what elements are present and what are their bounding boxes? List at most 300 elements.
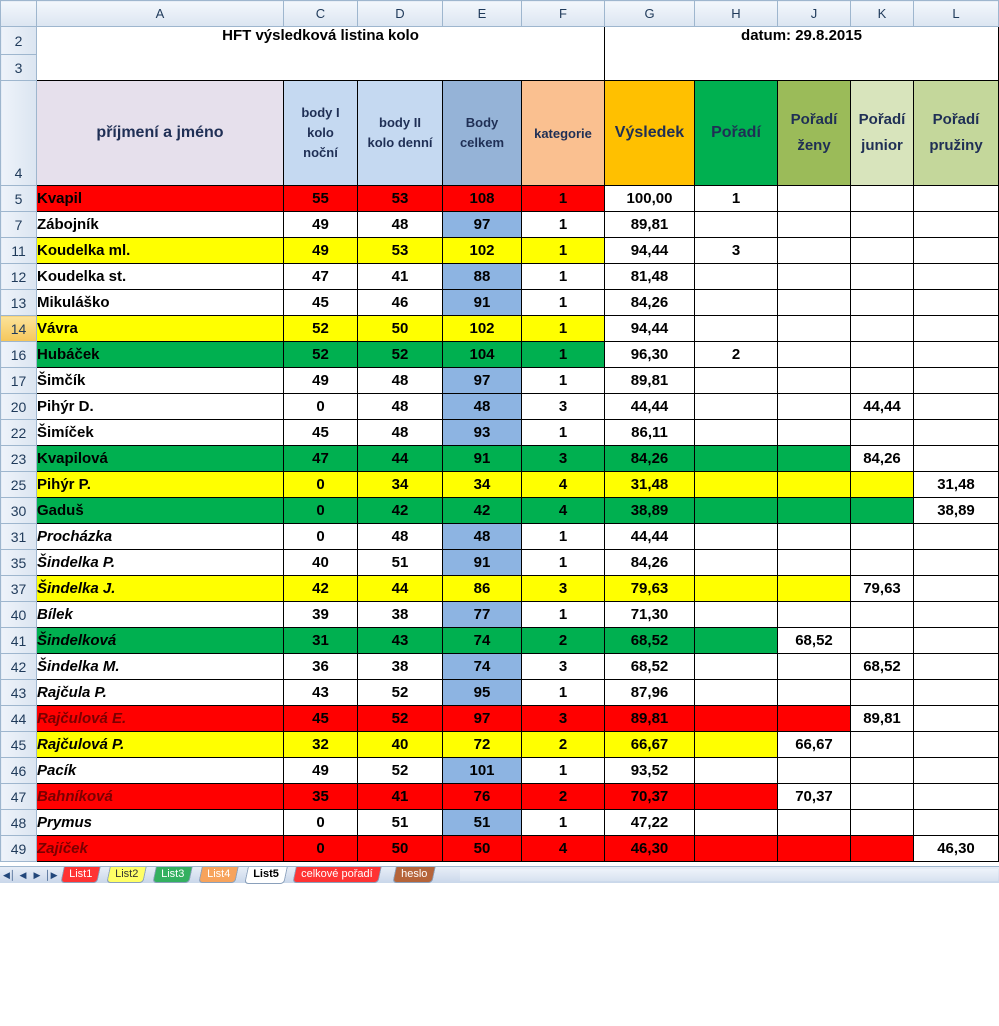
body1-cell[interactable]: 49 [284, 238, 358, 264]
body1-cell[interactable]: 0 [284, 810, 358, 836]
total-cell[interactable]: 108 [443, 186, 522, 212]
category-cell[interactable]: 1 [522, 316, 605, 342]
rank-spring-cell[interactable] [914, 576, 999, 602]
rank-cell[interactable] [695, 290, 778, 316]
row-header[interactable]: 48 [1, 810, 37, 836]
body1-cell[interactable]: 0 [284, 836, 358, 862]
rank-junior-cell[interactable]: 89,81 [851, 706, 914, 732]
body1-cell[interactable]: 43 [284, 680, 358, 706]
body2-cell[interactable]: 48 [358, 420, 443, 446]
sheet-tab[interactable] [152, 867, 193, 883]
category-cell[interactable]: 1 [522, 342, 605, 368]
body2-cell[interactable]: 38 [358, 602, 443, 628]
body2-cell[interactable]: 48 [358, 368, 443, 394]
rank-cell[interactable] [695, 212, 778, 238]
total-cell[interactable]: 104 [443, 342, 522, 368]
rank-women-cell[interactable] [778, 342, 851, 368]
rank-spring-cell[interactable] [914, 602, 999, 628]
rank-spring-cell[interactable] [914, 680, 999, 706]
horizontal-scrollbar[interactable] [460, 869, 998, 881]
body2-cell[interactable]: 38 [358, 654, 443, 680]
rank-cell[interactable] [695, 784, 778, 810]
rank-women-cell[interactable] [778, 654, 851, 680]
rank-junior-cell[interactable]: 84,26 [851, 446, 914, 472]
header-rank-spring[interactable] [914, 81, 999, 186]
total-cell[interactable]: 102 [443, 238, 522, 264]
body1-cell[interactable]: 45 [284, 420, 358, 446]
sheet-date[interactable]: datum: 29.8.2015 [605, 27, 999, 55]
blank-cell[interactable] [605, 55, 999, 81]
rank-women-cell[interactable] [778, 394, 851, 420]
rank-women-cell[interactable]: 66,67 [778, 732, 851, 758]
player-name[interactable]: Mikuláško [37, 290, 284, 316]
row-header[interactable]: 17 [1, 368, 37, 394]
body1-cell[interactable]: 55 [284, 186, 358, 212]
rank-spring-cell[interactable]: 38,89 [914, 498, 999, 524]
result-cell[interactable]: 31,48 [605, 472, 695, 498]
rank-cell[interactable] [695, 628, 778, 654]
rank-junior-cell[interactable] [851, 316, 914, 342]
result-cell[interactable]: 96,30 [605, 342, 695, 368]
body2-cell[interactable]: 50 [358, 316, 443, 342]
body2-cell[interactable]: 53 [358, 238, 443, 264]
body2-cell[interactable]: 52 [358, 758, 443, 784]
row-header[interactable]: 46 [1, 758, 37, 784]
rank-spring-cell[interactable] [914, 810, 999, 836]
total-cell[interactable]: 97 [443, 368, 522, 394]
result-cell[interactable]: 84,26 [605, 290, 695, 316]
rank-junior-cell[interactable]: 68,52 [851, 654, 914, 680]
rank-spring-cell[interactable] [914, 732, 999, 758]
total-cell[interactable]: 48 [443, 524, 522, 550]
rank-women-cell[interactable] [778, 758, 851, 784]
body2-cell[interactable]: 51 [358, 550, 443, 576]
result-cell[interactable]: 68,52 [605, 628, 695, 654]
player-name[interactable]: Zábojník [37, 212, 284, 238]
total-cell[interactable]: 97 [443, 706, 522, 732]
body2-cell[interactable]: 42 [358, 498, 443, 524]
player-name[interactable]: Rajčulová P. [37, 732, 284, 758]
rank-cell[interactable] [695, 706, 778, 732]
rank-cell[interactable] [695, 472, 778, 498]
rank-junior-cell[interactable]: 44,44 [851, 394, 914, 420]
total-cell[interactable]: 42 [443, 498, 522, 524]
rank-spring-cell[interactable] [914, 758, 999, 784]
rank-junior-cell[interactable] [851, 498, 914, 524]
category-cell[interactable]: 2 [522, 784, 605, 810]
total-cell[interactable]: 91 [443, 290, 522, 316]
player-name[interactable]: Pihýr P. [37, 472, 284, 498]
total-cell[interactable]: 74 [443, 628, 522, 654]
rank-junior-cell[interactable] [851, 186, 914, 212]
rank-women-cell[interactable] [778, 706, 851, 732]
column-header[interactable]: A [37, 1, 284, 27]
result-cell[interactable]: 89,81 [605, 368, 695, 394]
rank-cell[interactable]: 1 [695, 186, 778, 212]
rank-cell[interactable] [695, 420, 778, 446]
rank-cell[interactable]: 2 [695, 342, 778, 368]
body1-cell[interactable]: 47 [284, 264, 358, 290]
rank-junior-cell[interactable] [851, 472, 914, 498]
rank-spring-cell[interactable] [914, 186, 999, 212]
header-rank-women[interactable] [778, 81, 851, 186]
rank-junior-cell[interactable]: 79,63 [851, 576, 914, 602]
total-cell[interactable]: 95 [443, 680, 522, 706]
rank-women-cell[interactable] [778, 836, 851, 862]
rank-women-cell[interactable]: 70,37 [778, 784, 851, 810]
rank-junior-cell[interactable] [851, 342, 914, 368]
player-name[interactable]: Šimčík [37, 368, 284, 394]
body1-cell[interactable]: 40 [284, 550, 358, 576]
rank-women-cell[interactable] [778, 212, 851, 238]
total-cell[interactable]: 48 [443, 394, 522, 420]
rank-junior-cell[interactable] [851, 784, 914, 810]
body1-cell[interactable]: 45 [284, 290, 358, 316]
rank-junior-cell[interactable] [851, 810, 914, 836]
category-cell[interactable]: 3 [522, 706, 605, 732]
rank-women-cell[interactable] [778, 524, 851, 550]
rank-spring-cell[interactable] [914, 654, 999, 680]
row-header[interactable]: 43 [1, 680, 37, 706]
body1-cell[interactable]: 39 [284, 602, 358, 628]
header-total[interactable] [443, 81, 522, 186]
body1-cell[interactable]: 32 [284, 732, 358, 758]
rank-spring-cell[interactable] [914, 550, 999, 576]
header-category[interactable]: kategorie [522, 81, 605, 186]
result-cell[interactable]: 66,67 [605, 732, 695, 758]
body1-cell[interactable]: 0 [284, 394, 358, 420]
player-name[interactable]: Šindelka M. [37, 654, 284, 680]
result-cell[interactable]: 46,30 [605, 836, 695, 862]
column-header[interactable]: J [778, 1, 851, 27]
rank-junior-cell[interactable] [851, 238, 914, 264]
rank-junior-cell[interactable] [851, 758, 914, 784]
player-name[interactable]: Pihýr D. [37, 394, 284, 420]
rank-spring-cell[interactable] [914, 316, 999, 342]
category-cell[interactable]: 1 [522, 758, 605, 784]
result-cell[interactable]: 47,22 [605, 810, 695, 836]
category-cell[interactable]: 1 [522, 238, 605, 264]
rank-women-cell[interactable] [778, 810, 851, 836]
column-header[interactable]: D [358, 1, 443, 27]
rank-junior-cell[interactable] [851, 680, 914, 706]
player-name[interactable]: Vávra [37, 316, 284, 342]
rank-cell[interactable] [695, 498, 778, 524]
category-cell[interactable]: 1 [522, 420, 605, 446]
row-header[interactable]: 7 [1, 212, 37, 238]
rank-cell[interactable] [695, 264, 778, 290]
column-header[interactable]: E [443, 1, 522, 27]
body1-cell[interactable]: 42 [284, 576, 358, 602]
body1-cell[interactable]: 35 [284, 784, 358, 810]
rank-spring-cell[interactable] [914, 706, 999, 732]
player-name[interactable]: Bahníková [37, 784, 284, 810]
body2-cell[interactable]: 53 [358, 186, 443, 212]
player-name[interactable]: Pacík [37, 758, 284, 784]
body2-cell[interactable]: 46 [358, 290, 443, 316]
row-header[interactable]: 5 [1, 186, 37, 212]
sheet-tab[interactable] [60, 867, 101, 883]
column-header[interactable]: H [695, 1, 778, 27]
total-cell[interactable]: 74 [443, 654, 522, 680]
header-body1[interactable] [284, 81, 358, 186]
player-name[interactable]: Kvapil [37, 186, 284, 212]
category-cell[interactable]: 1 [522, 810, 605, 836]
player-name[interactable]: Gaduš [37, 498, 284, 524]
header-rank-junior[interactable] [851, 81, 914, 186]
rank-women-cell[interactable] [778, 316, 851, 342]
body2-cell[interactable]: 44 [358, 576, 443, 602]
column-header[interactable]: F [522, 1, 605, 27]
total-cell[interactable]: 72 [443, 732, 522, 758]
sheet-tab[interactable] [106, 867, 147, 883]
category-cell[interactable]: 3 [522, 654, 605, 680]
row-header[interactable]: 49 [1, 836, 37, 862]
result-cell[interactable]: 89,81 [605, 212, 695, 238]
player-name[interactable]: Šindelka J. [37, 576, 284, 602]
body2-cell[interactable]: 41 [358, 264, 443, 290]
result-cell[interactable]: 86,11 [605, 420, 695, 446]
next-sheet-icon[interactable]: ▶ [33, 870, 41, 880]
sheet-tab[interactable] [292, 867, 381, 883]
result-cell[interactable]: 70,37 [605, 784, 695, 810]
result-cell[interactable]: 94,44 [605, 238, 695, 264]
rank-women-cell[interactable] [778, 238, 851, 264]
row-header[interactable]: 20 [1, 394, 37, 420]
rank-women-cell[interactable] [778, 264, 851, 290]
player-name[interactable]: Prymus [37, 810, 284, 836]
body1-cell[interactable]: 49 [284, 758, 358, 784]
total-cell[interactable]: 101 [443, 758, 522, 784]
rank-cell[interactable] [695, 368, 778, 394]
category-cell[interactable]: 4 [522, 498, 605, 524]
rank-spring-cell[interactable] [914, 212, 999, 238]
rank-junior-cell[interactable] [851, 628, 914, 654]
rank-cell[interactable] [695, 758, 778, 784]
category-cell[interactable]: 3 [522, 446, 605, 472]
rank-cell[interactable] [695, 576, 778, 602]
category-cell[interactable]: 3 [522, 576, 605, 602]
total-cell[interactable]: 76 [443, 784, 522, 810]
rank-cell[interactable] [695, 810, 778, 836]
player-name[interactable]: Procházka [37, 524, 284, 550]
row-header[interactable]: 41 [1, 628, 37, 654]
body2-cell[interactable]: 52 [358, 706, 443, 732]
category-cell[interactable]: 3 [522, 394, 605, 420]
blank-cell[interactable] [37, 55, 605, 81]
body2-cell[interactable]: 51 [358, 810, 443, 836]
rank-cell[interactable] [695, 550, 778, 576]
row-header[interactable]: 2 [1, 27, 37, 55]
rank-cell[interactable]: 3 [695, 238, 778, 264]
body2-cell[interactable]: 52 [358, 680, 443, 706]
rank-junior-cell[interactable] [851, 602, 914, 628]
player-name[interactable]: Hubáček [37, 342, 284, 368]
total-cell[interactable]: 91 [443, 446, 522, 472]
row-header[interactable]: 47 [1, 784, 37, 810]
rank-spring-cell[interactable] [914, 394, 999, 420]
category-cell[interactable]: 1 [522, 524, 605, 550]
category-cell[interactable]: 1 [522, 550, 605, 576]
result-cell[interactable]: 93,52 [605, 758, 695, 784]
category-cell[interactable]: 1 [522, 290, 605, 316]
rank-cell[interactable] [695, 394, 778, 420]
category-cell[interactable]: 1 [522, 680, 605, 706]
result-cell[interactable]: 68,52 [605, 654, 695, 680]
rank-spring-cell[interactable] [914, 524, 999, 550]
body2-cell[interactable]: 43 [358, 628, 443, 654]
row-header[interactable]: 4 [1, 81, 37, 186]
body1-cell[interactable]: 0 [284, 498, 358, 524]
body1-cell[interactable]: 0 [284, 524, 358, 550]
body2-cell[interactable]: 44 [358, 446, 443, 472]
total-cell[interactable]: 86 [443, 576, 522, 602]
body2-cell[interactable]: 52 [358, 342, 443, 368]
row-header[interactable]: 30 [1, 498, 37, 524]
body2-cell[interactable]: 34 [358, 472, 443, 498]
rank-spring-cell[interactable] [914, 290, 999, 316]
result-cell[interactable]: 38,89 [605, 498, 695, 524]
column-header[interactable]: K [851, 1, 914, 27]
player-name[interactable]: Bílek [37, 602, 284, 628]
player-name[interactable]: Koudelka ml. [37, 238, 284, 264]
body1-cell[interactable]: 47 [284, 446, 358, 472]
body2-cell[interactable]: 40 [358, 732, 443, 758]
body1-cell[interactable]: 49 [284, 368, 358, 394]
body2-cell[interactable]: 48 [358, 394, 443, 420]
rank-spring-cell[interactable] [914, 628, 999, 654]
category-cell[interactable]: 1 [522, 602, 605, 628]
rank-cell[interactable] [695, 680, 778, 706]
header-body2[interactable] [358, 81, 443, 186]
rank-women-cell[interactable]: 68,52 [778, 628, 851, 654]
rank-cell[interactable] [695, 732, 778, 758]
rank-women-cell[interactable] [778, 186, 851, 212]
prev-sheet-icon[interactable]: ◀ [19, 870, 27, 880]
rank-spring-cell[interactable] [914, 420, 999, 446]
row-header[interactable]: 11 [1, 238, 37, 264]
header-result[interactable]: Výsledek [605, 81, 695, 186]
row-header[interactable]: 22 [1, 420, 37, 446]
total-cell[interactable]: 34 [443, 472, 522, 498]
result-cell[interactable]: 71,30 [605, 602, 695, 628]
row-header[interactable]: 23 [1, 446, 37, 472]
rank-women-cell[interactable] [778, 290, 851, 316]
rank-spring-cell[interactable] [914, 264, 999, 290]
row-header[interactable]: 25 [1, 472, 37, 498]
rank-cell[interactable] [695, 836, 778, 862]
rank-junior-cell[interactable] [851, 368, 914, 394]
rank-junior-cell[interactable] [851, 550, 914, 576]
body1-cell[interactable]: 0 [284, 472, 358, 498]
total-cell[interactable]: 91 [443, 550, 522, 576]
rank-spring-cell[interactable]: 31,48 [914, 472, 999, 498]
category-cell[interactable]: 4 [522, 472, 605, 498]
category-cell[interactable]: 1 [522, 368, 605, 394]
body2-cell[interactable]: 48 [358, 212, 443, 238]
select-all-corner[interactable] [1, 1, 37, 27]
player-name[interactable]: Kvapilová [37, 446, 284, 472]
rank-spring-cell[interactable] [914, 238, 999, 264]
column-header[interactable]: G [605, 1, 695, 27]
result-cell[interactable]: 89,81 [605, 706, 695, 732]
total-cell[interactable]: 97 [443, 212, 522, 238]
rank-cell[interactable] [695, 446, 778, 472]
column-header[interactable]: C [284, 1, 358, 27]
category-cell[interactable]: 1 [522, 264, 605, 290]
result-cell[interactable]: 100,00 [605, 186, 695, 212]
body1-cell[interactable]: 49 [284, 212, 358, 238]
rank-junior-cell[interactable] [851, 836, 914, 862]
result-cell[interactable]: 79,63 [605, 576, 695, 602]
row-header[interactable]: 35 [1, 550, 37, 576]
rank-women-cell[interactable] [778, 498, 851, 524]
body2-cell[interactable]: 50 [358, 836, 443, 862]
rank-cell[interactable] [695, 654, 778, 680]
header-name[interactable]: příjmení a jméno [37, 81, 284, 186]
rank-junior-cell[interactable] [851, 420, 914, 446]
row-header[interactable]: 13 [1, 290, 37, 316]
sheet-tab[interactable] [392, 867, 436, 883]
rank-spring-cell[interactable] [914, 784, 999, 810]
player-name[interactable]: Zajíček [37, 836, 284, 862]
player-name[interactable]: Šindelka P. [37, 550, 284, 576]
category-cell[interactable]: 1 [522, 212, 605, 238]
body2-cell[interactable]: 41 [358, 784, 443, 810]
body1-cell[interactable]: 45 [284, 706, 358, 732]
rank-women-cell[interactable] [778, 368, 851, 394]
category-cell[interactable]: 2 [522, 732, 605, 758]
column-header[interactable]: L [914, 1, 999, 27]
total-cell[interactable]: 88 [443, 264, 522, 290]
last-sheet-icon[interactable]: │▶ [45, 870, 58, 880]
player-name[interactable]: Rajčula P. [37, 680, 284, 706]
rank-women-cell[interactable] [778, 550, 851, 576]
category-cell[interactable]: 2 [522, 628, 605, 654]
sheet-tab[interactable] [244, 867, 287, 884]
rank-spring-cell[interactable]: 46,30 [914, 836, 999, 862]
player-name[interactable]: Koudelka st. [37, 264, 284, 290]
rank-women-cell[interactable] [778, 472, 851, 498]
rank-junior-cell[interactable] [851, 264, 914, 290]
row-header[interactable]: 42 [1, 654, 37, 680]
body1-cell[interactable]: 36 [284, 654, 358, 680]
result-cell[interactable]: 81,48 [605, 264, 695, 290]
header-rank[interactable]: Pořadí [695, 81, 778, 186]
body1-cell[interactable]: 31 [284, 628, 358, 654]
rank-women-cell[interactable] [778, 576, 851, 602]
total-cell[interactable]: 51 [443, 810, 522, 836]
row-header[interactable]: 45 [1, 732, 37, 758]
rank-spring-cell[interactable] [914, 342, 999, 368]
total-cell[interactable]: 102 [443, 316, 522, 342]
rank-spring-cell[interactable] [914, 446, 999, 472]
row-header[interactable]: 40 [1, 602, 37, 628]
total-cell[interactable]: 50 [443, 836, 522, 862]
category-cell[interactable]: 4 [522, 836, 605, 862]
rank-cell[interactable] [695, 524, 778, 550]
category-cell[interactable]: 1 [522, 186, 605, 212]
player-name[interactable]: Šimíček [37, 420, 284, 446]
rank-women-cell[interactable] [778, 602, 851, 628]
row-header[interactable]: 31 [1, 524, 37, 550]
rank-cell[interactable] [695, 602, 778, 628]
body1-cell[interactable]: 52 [284, 342, 358, 368]
rank-women-cell[interactable] [778, 420, 851, 446]
row-header[interactable]: 44 [1, 706, 37, 732]
sheet-tab[interactable] [198, 867, 239, 883]
rank-junior-cell[interactable] [851, 212, 914, 238]
